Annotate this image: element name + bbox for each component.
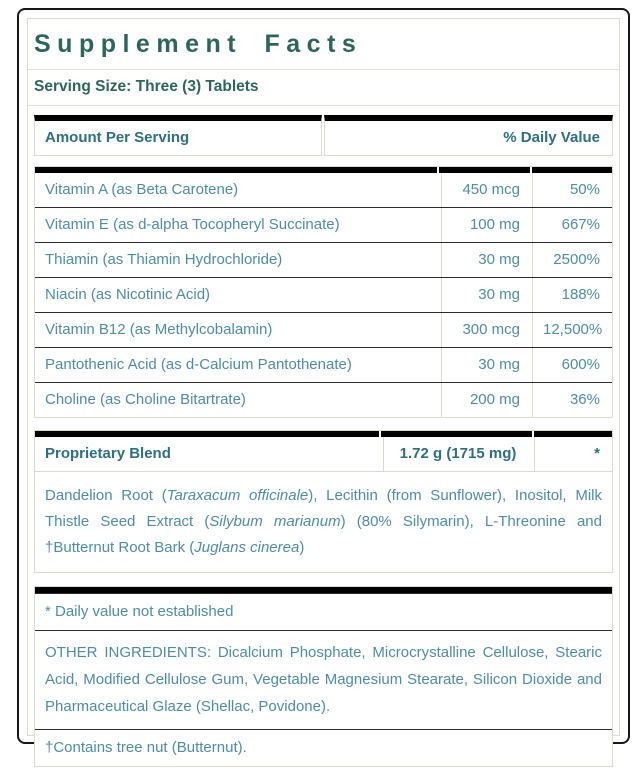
proprietary-blend-section [34, 430, 613, 573]
nutrient-row [35, 382, 612, 417]
nutrient-row [35, 207, 612, 242]
blend-text: ) [299, 538, 305, 556]
nutrient-table [34, 166, 613, 418]
nutrient-name: Thiamin (as Thiamin Hydrochloride) [45, 251, 283, 268]
label-title: Supplement Facts [28, 19, 619, 70]
daily-value-header: % Daily Value [324, 115, 613, 156]
nutrient-name: Pantothenic Acid (as d-Calcium Pantothenate) [45, 356, 352, 373]
blend-daily-value-asterisk: * [534, 437, 612, 471]
nutrient-amount: 300 mcg [441, 313, 532, 347]
nutrient-name: Vitamin E (as d-alpha Tocopheryl Succinate) [45, 216, 340, 233]
other-ingredients: OTHER INGREDIENTS: Dicalcium Phosphate, Microcrystalline Cellulose, Stearic Acid, Modified Cellulose Gum, Vegetable Magnesium Stearate, Silicon Dioxide and Pharmaceutical Glaze (Shellac, Povidone). [35, 630, 612, 729]
label-wrapper [27, 18, 620, 757]
nutrient-daily-value: 667% [532, 208, 612, 242]
latin-name: Silybum marianum [209, 512, 341, 530]
nutrient-row [35, 277, 612, 312]
nutrient-daily-value: 2500% [532, 243, 612, 277]
column-header [34, 115, 613, 156]
allergen-footnote: †Contains tree nut (Butternut). [35, 729, 612, 766]
blend-text: ) (80% Silymarin), L-Threonine and †Butternut Root Bark ( [45, 512, 602, 556]
daily-value-footnote: * Daily value not established [35, 593, 612, 630]
nutrient-daily-value: 50% [532, 173, 612, 207]
nutrient-daily-value: 188% [532, 278, 612, 312]
serving-size: Serving Size: Three (3) Tablets [28, 70, 619, 106]
supplement-facts-panel [17, 8, 630, 757]
nutrient-daily-value: 12,500% [532, 313, 612, 347]
blend-description [35, 471, 612, 572]
nutrient-name: Vitamin B12 (as Methylcobalamin) [45, 321, 273, 338]
nutrient-row [35, 173, 612, 207]
footnotes-section [34, 586, 613, 767]
nutrient-daily-value: 36% [532, 383, 612, 417]
amount-per-serving-header: Amount Per Serving [34, 115, 322, 156]
blend-row [35, 437, 612, 471]
nutrient-amount: 200 mg [441, 383, 532, 417]
nutrient-amount: 100 mg [441, 208, 532, 242]
blend-text: ), Lecithin (from Sunflower), Inositol, Milk Thistle Seed Extract ( [45, 487, 602, 530]
latin-name: Juglans cinerea [194, 538, 300, 556]
nutrient-row [35, 312, 612, 347]
nutrient-name: Niacin (as Nicotinic Acid) [45, 286, 211, 303]
latin-name: Taraxacum officinale [166, 487, 309, 504]
nutrient-daily-value: 600% [532, 348, 612, 382]
nutrient-name: Choline (as Choline Bitartrate) [45, 391, 246, 408]
blend-text: Dandelion Root ( [45, 487, 167, 504]
nutrient-amount: 30 mg [441, 348, 532, 382]
nutrient-amount: 30 mg [441, 243, 532, 277]
nutrient-rows [35, 173, 612, 417]
nutrient-row [35, 242, 612, 277]
label-body [28, 106, 619, 773]
nutrient-row [35, 347, 612, 382]
nutrient-amount: 450 mcg [441, 173, 532, 207]
blend-amount: 1.72 g (1715 mg) [383, 437, 534, 471]
nutrient-name: Vitamin A (as Beta Carotene) [45, 181, 239, 198]
nutrient-amount: 30 mg [441, 278, 532, 312]
blend-name: Proprietary Blend [45, 445, 171, 462]
